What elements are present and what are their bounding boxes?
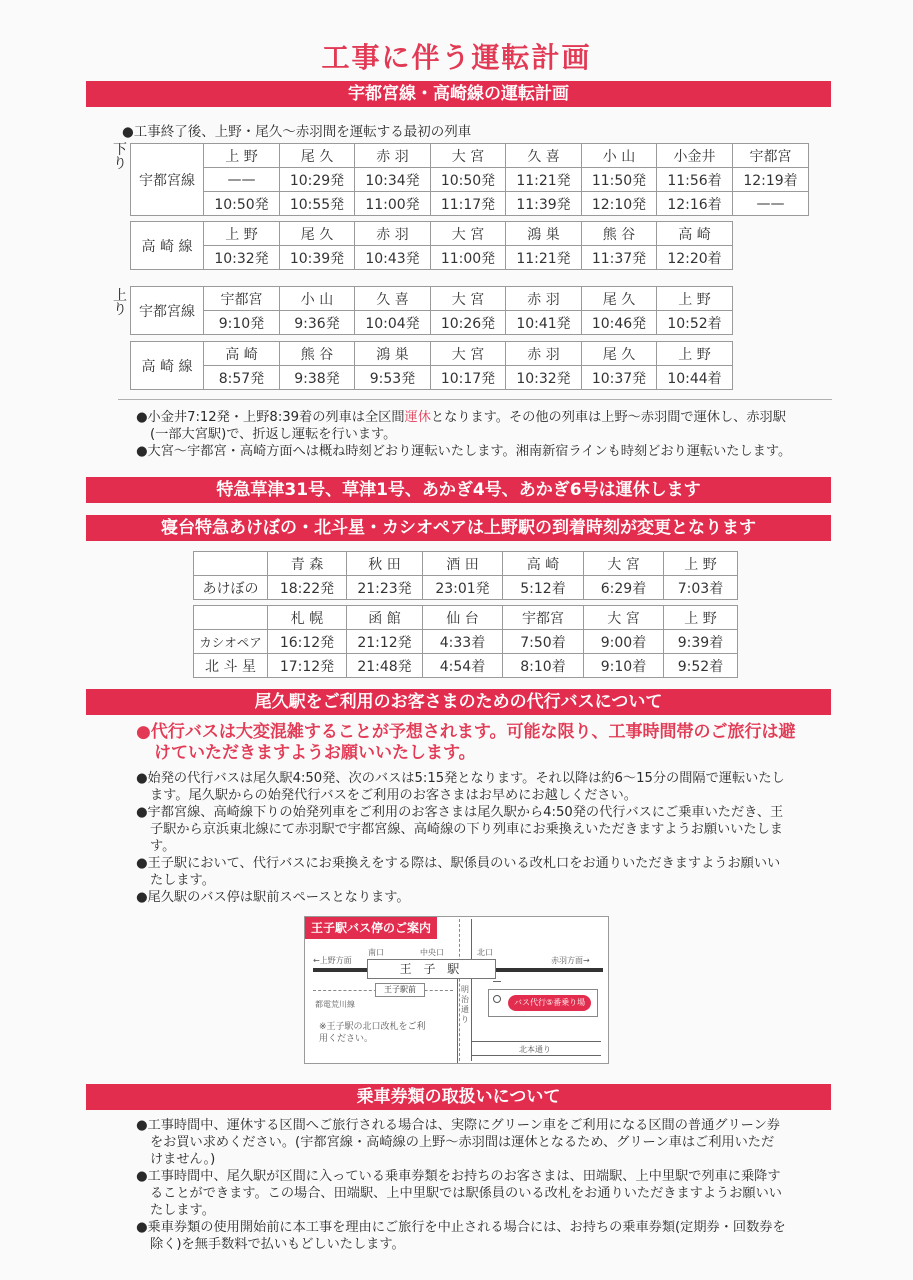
section-heading-sleeper: 寝台特急あけぼの・北斗星・カシオペアは上野駅の到着時刻が変更となります <box>86 515 831 541</box>
time-cell: 11:21発 <box>506 168 582 192</box>
note-item: ●大宮〜宇都宮・高崎方面へは概ね時刻どおり運転いたします。湘南新宿ラインも時刻どおり運転いたします。 <box>136 444 792 459</box>
train-name: カシオペア <box>194 630 268 654</box>
station-header: 小金井 <box>657 144 733 168</box>
time-cell: 8:57発 <box>204 366 280 390</box>
time-cell: 11:50発 <box>582 168 657 192</box>
time-cell: 21:12発 <box>347 630 423 654</box>
note-item: ●尾久駅のバス停は駅前スペースとなります。 <box>136 890 410 905</box>
time-cell: 10:44着 <box>657 366 733 390</box>
time-cell: 10:04発 <box>355 311 431 335</box>
station-header: 秋 田 <box>347 552 423 576</box>
table-row <box>131 222 733 246</box>
time-cell: 17:12発 <box>268 654 347 678</box>
station-header: 仙 台 <box>423 606 503 630</box>
note-item: ●小金井7:12発・上野8:39着の列車は全区間運休となります。その他の列車は上野〜赤羽間で運休し、赤羽駅(一部大宮駅)で、折返し運転を行います。 <box>136 410 786 442</box>
table-down-utsunomiya <box>130 143 809 216</box>
station-header: 赤 羽 <box>355 144 431 168</box>
table-akebono <box>193 551 738 600</box>
time-cell: 21:23発 <box>347 576 423 600</box>
table-row <box>131 192 809 216</box>
time-cell: 23:01発 <box>423 576 503 600</box>
table-cassiopeia-hokutosei <box>193 605 738 678</box>
suspended-highlight: 運休 <box>404 410 431 425</box>
station-header: 上 野 <box>657 287 733 311</box>
time-cell: 9:00着 <box>584 630 664 654</box>
north-exit-label: 北口 <box>477 948 493 957</box>
oji-bus-stop-map <box>304 916 609 1064</box>
table-row <box>131 168 809 192</box>
road-line <box>471 1055 601 1056</box>
station-header: 宇都宮 <box>204 287 280 311</box>
rail-dotted-line <box>459 919 460 1061</box>
time-cell: 12:20着 <box>657 246 733 270</box>
section-heading-express-cancel: 特急草津31号、草津1号、あかぎ4号、あかぎ6号は運休します <box>86 477 831 503</box>
south-exit-label: 南口 <box>368 948 384 957</box>
oji-station: 王 子 駅 <box>367 959 496 979</box>
note-item: ●工事時間中、運休する区間へご旅行される場合は、実際にグリーン車をご利用になる区間の普通グリーン券をお買い求めください。(宇都宮線・高崎線の上野〜赤羽間は運休となるため、グリーン車はご利用いただけません。) <box>136 1118 780 1167</box>
line-name: 宇都宮線 <box>131 144 204 216</box>
time-cell: 11:37発 <box>582 246 657 270</box>
time-cell: 9:10着 <box>584 654 664 678</box>
station-header: 札 幌 <box>268 606 347 630</box>
road-line <box>471 919 472 1061</box>
tram-line-label: 都電荒川線 <box>315 1000 355 1009</box>
section-heading-schedule: 宇都宮線・高崎線の運転計画 <box>86 81 831 107</box>
time-cell: 11:56着 <box>657 168 733 192</box>
station-header: 尾 久 <box>582 342 657 366</box>
station-header: 高 崎 <box>657 222 733 246</box>
time-cell: 9:10発 <box>204 311 280 335</box>
line-name: 宇都宮線 <box>131 287 204 335</box>
time-cell: —— <box>733 192 809 216</box>
station-header: 赤 羽 <box>355 222 431 246</box>
time-cell: 21:48発 <box>347 654 423 678</box>
time-cell: 10:37発 <box>582 366 657 390</box>
table-row <box>131 246 733 270</box>
station-header: 上 野 <box>204 144 280 168</box>
road-line <box>471 1041 601 1042</box>
station-header: 高 崎 <box>503 552 584 576</box>
table-down-takasaki <box>130 221 733 270</box>
table-up-takasaki <box>130 341 733 390</box>
time-cell: 9:53発 <box>355 366 431 390</box>
section-heading-tickets: 乗車券類の取扱いについて <box>86 1084 831 1110</box>
station-header: 宇都宮 <box>733 144 809 168</box>
time-cell: 9:36発 <box>280 311 355 335</box>
time-cell: 12:16着 <box>657 192 733 216</box>
station-header: 鴻 巣 <box>506 222 582 246</box>
station-header: 宇都宮 <box>503 606 584 630</box>
connector-line <box>493 981 501 982</box>
station-header: 大 宮 <box>431 342 506 366</box>
time-cell: 11:00発 <box>431 246 506 270</box>
station-header: 熊 谷 <box>582 222 657 246</box>
station-header: 大 宮 <box>431 287 506 311</box>
time-cell: 9:52着 <box>664 654 738 678</box>
schedule-notes <box>136 409 796 460</box>
time-cell: 18:22発 <box>268 576 347 600</box>
to-akabane-label: 赤羽方面→ <box>551 956 590 965</box>
time-cell: 12:19着 <box>733 168 809 192</box>
table-row <box>194 654 738 678</box>
time-cell: 8:10着 <box>503 654 584 678</box>
station-header: 小 山 <box>582 144 657 168</box>
time-cell: 10:34発 <box>355 168 431 192</box>
page-title: 工事に伴う運転計画 <box>321 41 592 74</box>
divider <box>118 399 832 400</box>
station-header: 上 野 <box>657 342 733 366</box>
time-cell: 10:41発 <box>506 311 582 335</box>
time-cell: —— <box>204 168 280 192</box>
to-ueno-label: ←上野方面 <box>313 956 352 965</box>
road-line <box>457 967 458 1063</box>
tram-stop: 王子駅前 <box>375 983 425 997</box>
note-item: ●始発の代行バスは尾久駅4:50発、次のバスは5:15発となります。それ以降は約6〜15分の間隔で運転いたします。尾久駅からの始発代行バスをご利用のお客さまはお早めにお越しください。 <box>136 771 785 803</box>
station-header: 大 宮 <box>431 222 506 246</box>
time-cell: 10:50発 <box>431 168 506 192</box>
note-item: ●宇都宮線、高崎線下りの始発列車をご利用のお客さまは尾久駅から4:50発の代行バスにご乗車いただき、王子駅から京浜東北線にて赤羽駅で宇都宮線、高崎線の下り列車にお乗換えいただきますようお願いいたします。 <box>136 805 784 854</box>
station-header: 青 森 <box>268 552 347 576</box>
station-header: 大 宮 <box>431 144 506 168</box>
ticket-notes <box>136 1117 786 1253</box>
direction-up-label: 上り <box>113 288 127 318</box>
train-name: あけぼの <box>194 576 268 600</box>
time-cell: 4:54着 <box>423 654 503 678</box>
note-item: ●王子駅において、代行バスにお乗換えをする際は、駅係員のいる改札口をお通りいただきますようお願いいたします。 <box>136 856 781 888</box>
table-row <box>131 144 809 168</box>
station-header: 尾 久 <box>280 144 355 168</box>
station-header: 上 野 <box>204 222 280 246</box>
section-heading-substitute-bus: 尾久駅をご利用のお客さまのための代行バスについて <box>86 689 831 715</box>
time-cell: 10:50発 <box>204 192 280 216</box>
first-train-subheading: ●工事終了後、上野・尾久〜赤羽間を運転する最初の列車 <box>122 124 472 140</box>
station-header: 小 山 <box>280 287 355 311</box>
north-exit-note: ※王子駅の北口改札をご利用ください。 <box>319 1022 426 1044</box>
time-cell: 10:17発 <box>431 366 506 390</box>
note-item: ●工事時間中、尾久駅が区間に入っている乗車券類をお持ちのお客さまは、田端駅、上中里駅で列車に乗降することができます。この場合、田端駅、上中里駅では駅係員のいる改札をお通りいただきますようお願いいたします。 <box>136 1169 782 1218</box>
station-header: 鴻 巣 <box>355 342 431 366</box>
time-cell: 16:12発 <box>268 630 347 654</box>
meiji-dori-label: 明治通り <box>461 985 469 1024</box>
time-cell: 11:17発 <box>431 192 506 216</box>
time-cell: 10:32発 <box>506 366 582 390</box>
time-cell: 12:10発 <box>582 192 657 216</box>
crowding-warning: ●代行バスは大変混雑することが予想されます。可能な限り、工事時間帯のご旅行は避けていただきますようお願いいたします。 <box>136 722 796 763</box>
kitahon-dori-label: 北本通り <box>519 1045 551 1054</box>
time-cell: 10:52着 <box>657 311 733 335</box>
train-name: 北 斗 星 <box>194 654 268 678</box>
time-cell: 10:29発 <box>280 168 355 192</box>
table-row <box>194 576 738 600</box>
line-name: 高 崎 線 <box>131 342 204 390</box>
bus-boarding-badge: バス代行⑤番乗り場 <box>508 995 591 1011</box>
time-cell: 10:26発 <box>431 311 506 335</box>
station-header: 尾 久 <box>582 287 657 311</box>
time-cell: 6:29着 <box>584 576 664 600</box>
table-row <box>131 287 733 311</box>
time-cell: 10:55発 <box>280 192 355 216</box>
time-cell: 9:38発 <box>280 366 355 390</box>
map-title: 王子駅バス停のご案内 <box>305 917 437 939</box>
station-header: 久 喜 <box>355 287 431 311</box>
station-header: 尾 久 <box>280 222 355 246</box>
empty-header <box>194 552 268 576</box>
time-cell: 11:39発 <box>506 192 582 216</box>
time-cell: 10:39発 <box>280 246 355 270</box>
time-cell: 11:21発 <box>506 246 582 270</box>
table-row <box>194 552 738 576</box>
station-header: 赤 羽 <box>506 342 582 366</box>
time-cell: 10:46発 <box>582 311 657 335</box>
table-row <box>194 606 738 630</box>
direction-down-label: 下り <box>113 142 127 172</box>
time-cell: 9:39着 <box>664 630 738 654</box>
time-cell: 11:00発 <box>355 192 431 216</box>
station-header: 大 宮 <box>584 606 664 630</box>
table-row <box>131 342 733 366</box>
bus-notes <box>136 770 786 906</box>
time-cell: 7:50着 <box>503 630 584 654</box>
central-exit-label: 中央口 <box>420 948 444 957</box>
time-cell: 7:03着 <box>664 576 738 600</box>
station-header: 高 崎 <box>204 342 280 366</box>
table-row <box>131 366 733 390</box>
time-cell: 5:12着 <box>503 576 584 600</box>
station-header: 大 宮 <box>584 552 664 576</box>
table-row <box>131 311 733 335</box>
bus-stop-icon <box>493 995 501 1003</box>
time-cell: 10:32発 <box>204 246 280 270</box>
station-header: 上 野 <box>664 606 738 630</box>
station-header: 酒 田 <box>423 552 503 576</box>
time-cell: 10:43発 <box>355 246 431 270</box>
line-name: 高 崎 線 <box>131 222 204 270</box>
station-header: 上 野 <box>664 552 738 576</box>
time-cell: 4:33着 <box>423 630 503 654</box>
note-item: ●乗車券類の使用開始前に本工事を理由にご旅行を中止される場合には、お持ちの乗車券類(定期券・回数券を除く)を無手数料で払いもどしいたします。 <box>136 1220 786 1252</box>
station-header: 赤 羽 <box>506 287 582 311</box>
station-header: 熊 谷 <box>280 342 355 366</box>
station-header: 久 喜 <box>506 144 582 168</box>
table-row <box>194 630 738 654</box>
empty-header <box>194 606 268 630</box>
station-header: 函 館 <box>347 606 423 630</box>
table-up-utsunomiya <box>130 286 733 335</box>
